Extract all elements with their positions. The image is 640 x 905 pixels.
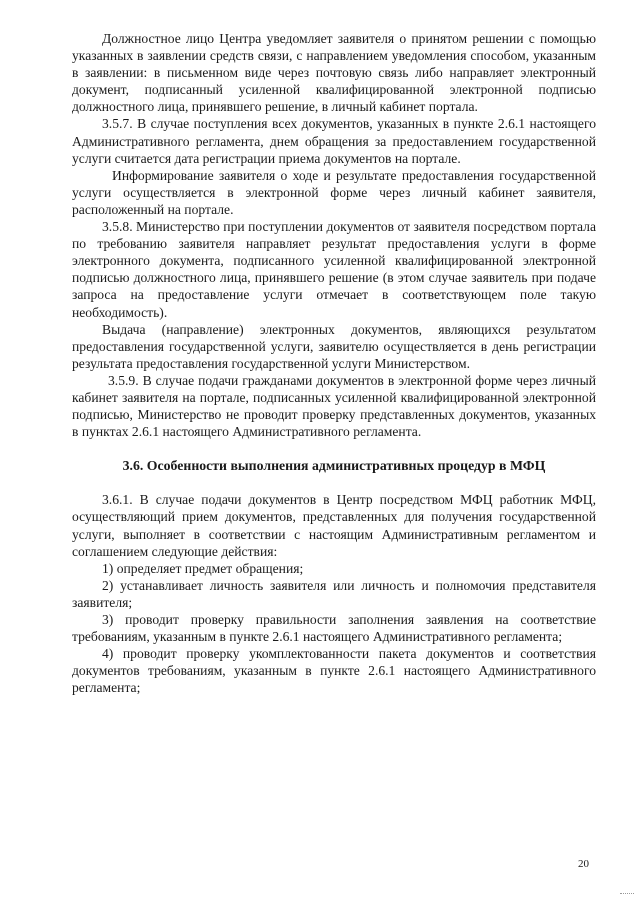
scan-edge-mark [620, 893, 634, 895]
paragraph-3-6-1: 3.6.1. В случае подачи документов в Центр посредством МФЦ работник МФЦ, осуществляющий прием документов, представленных для получения государственной услуги, выполняет в соответствии с настоящим Административным регламентом и соглашением следующие действия: [72, 492, 596, 559]
list-item-3: 3) проводит проверку правильности заполнения заявления на соответствие требованиям, указанным в пункте 2.6.1 настоящего Административного регламента; [72, 612, 596, 645]
list-item-4: 4) проводит проверку укомплектованности пакета документов и соответствия документов требованиям, указанным в пункте 2.6.1 настоящего Административного регламента; [72, 646, 596, 696]
paragraph-3-5-8: 3.5.8. Министерство при поступлении документов от заявителя посредством портала по требованию заявителя направляет результат предоставления услуги в форме электронного документа, подписанного усиленной квалифицированной электронной подписью должностного лица, принявшего решение (в этом случае заявитель при подаче запроса на предоставление услуги отмечает в соответствующем поле такую необходимость). [72, 219, 596, 320]
paragraph-3-5-9: 3.5.9. В случае подачи гражданами документов в электронной форме через личный кабинет заявителя на портале, подписанных усиленной квалифицированной электронной подписью, Министерство не проводит проверку представленных документов, указанных в пунктах 2.6.1 настоящего Административного регламента. [72, 372, 596, 440]
spacer [72, 474, 596, 491]
paragraph-issuance: Выдача (направление) электронных документов, являющихся результатом предоставления государственной услуги, заявителю осуществляется в день регистрации результата предоставления государственной услуги Министерством. [72, 321, 596, 371]
paragraph-3-5-7: 3.5.7. В случае поступления всех документов, указанных в пункте 2.6.1 настоящего Административного регламента, днем обращения за предоставлением государственной услуги считается дата регистрации приема документов на портале. [72, 116, 596, 166]
paragraph-notification: Должностное лицо Центра уведомляет заявителя о принятом решении с помощью указанных в заявлении средств связи, с направлением уведомления способом, указанным в заявлении: в письменном виде через почтовую связь либо направляет электронный документ, подписанный усиленной квалифицированной электронной подписью должностного лица, принявшего решение, в личный кабинет портала. [72, 31, 596, 115]
paragraph-informing: Информирование заявителя о ходе и результате предоставления государственной услуги осуществляется в электронной форме через личный кабинет заявителя, расположенный на портале. [72, 167, 596, 217]
page-number: 20 [578, 858, 589, 870]
list-item-1: 1) определяет предмет обращения; [102, 560, 304, 576]
section-heading: 3.6. Особенности выполнения административных процедур в МФЦ [122, 458, 546, 474]
list-item-2: 2) устанавливает личность заявителя или личность и полномочия представителя заявителя; [72, 577, 596, 610]
page-content [72, 30, 596, 696]
spacer [72, 440, 596, 457]
